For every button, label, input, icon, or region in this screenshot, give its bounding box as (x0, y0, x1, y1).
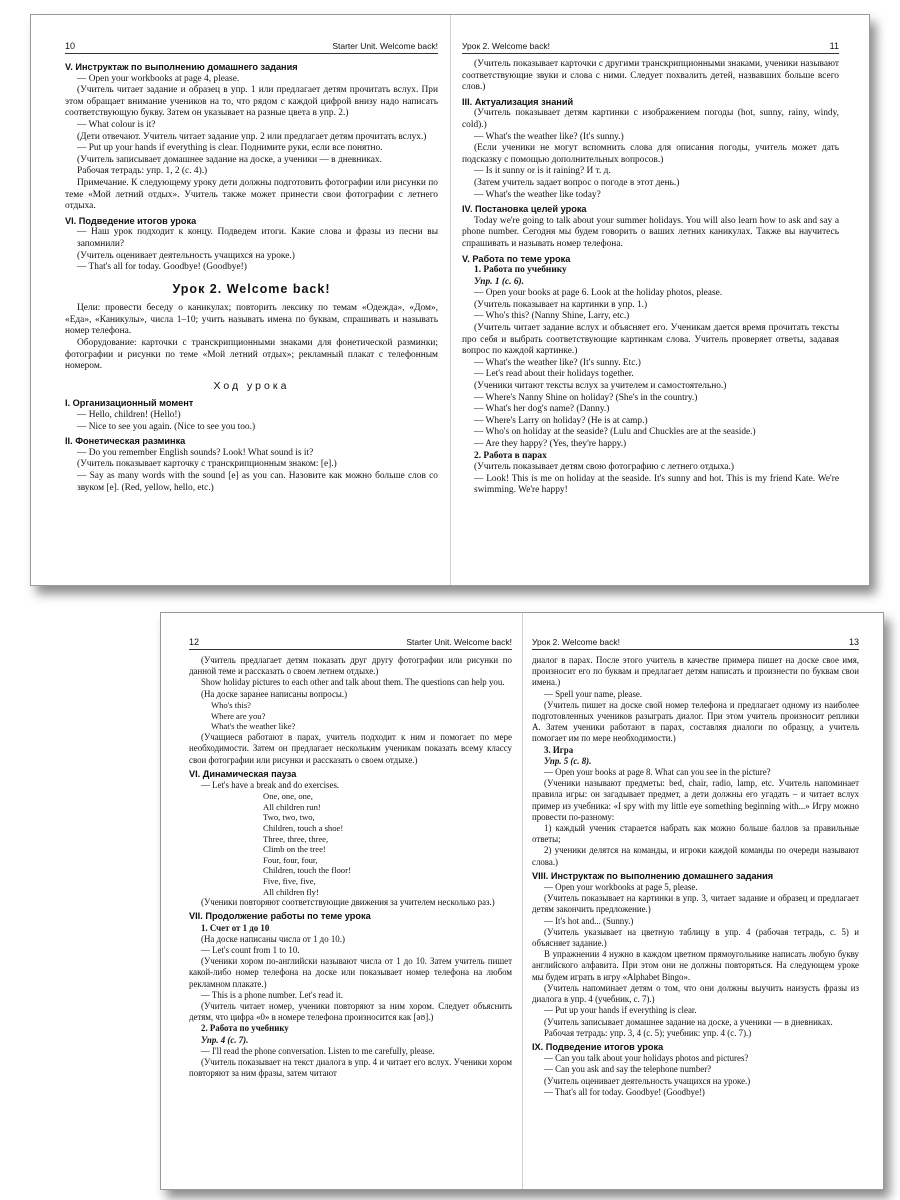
poem-line: Three, three, three, (263, 833, 329, 844)
dialogue-line: — Put up your hands if everything is clear. Поднимите руки, если все понятно. (77, 143, 383, 154)
dialogue-line: — Nice to see you again. (Nice to see you too.) (77, 421, 256, 432)
header-title: Урок 2. Welcome back! (532, 637, 620, 647)
dialogue-line: — That's all for today. Goodbye! (Goodbye!) (77, 262, 247, 273)
section-heading: III. Актуализация знаний (462, 96, 574, 107)
paragraph: (Если ученики не могут вспомнить слова для описания погоды, учитель может дать подсказку с помощью дополнительных вопросов.) (462, 143, 839, 165)
board-question: What's the weather like? (211, 721, 296, 732)
dialogue-line: — Let's read about their holidays together. (474, 369, 634, 380)
page-11 (450, 15, 869, 585)
page-body (532, 655, 859, 1183)
dialogue-line: — Who's this? (Nanny Shine, Larry, etc.) (474, 311, 630, 322)
board-question: Who's this? (211, 699, 251, 710)
dialogue-line: — Open your workbooks at page 4, please. (77, 73, 240, 84)
section-heading: I. Организационный момент (65, 398, 194, 409)
paragraph: (Учитель показывает на текст диалога в упр. 4 и читает его вслух. Ученики хором повторяют за ним фразы, затем читают (189, 1057, 512, 1079)
dialogue-line: — This is a phone number. Let's read it. (201, 989, 343, 1000)
dialogue-line: — Can you talk about your holidays photos and pictures? (544, 1053, 749, 1064)
page-body (462, 59, 839, 579)
paragraph: (Учитель напоминает детям о том, что они должны выучить наизусть фразы из диалога в упр. 4 (учебник, с. 7).) (532, 982, 859, 1005)
paragraph: (Затем учитель задает вопрос о погоде в этот день.) (474, 177, 680, 188)
subsection-heading: 1. Счет от 1 до 10 (201, 922, 270, 933)
exercise-ref: Упр. 5 (с. 8). (544, 755, 592, 766)
subsection-heading: 2. Работа по учебнику (201, 1023, 289, 1034)
dialogue-line: — Who's on holiday at the seaside? (Lulu and Chuckles are at the seaside.) (474, 427, 756, 438)
dialogue-line: — What's her dog's name? (Danny.) (474, 404, 610, 415)
poem-line: All children run! (263, 801, 321, 812)
paragraph: Оборудование: карточки с транскрипционными знаками для фонетической разминки; фотографии и рисунки по теме «Мой летний отдых»; рекламный плакат с телефонным номером. (65, 338, 438, 372)
paragraph: (Учитель читает номер, ученики повторяют за ним хором. Следует объяснить детям, что цифра «0» в номере телефона произносится как [əʊ].) (189, 1000, 512, 1023)
paragraph: (Учитель показывает карточку с транскрипционным знаком: [e].) (77, 459, 337, 470)
poem-line: Climb on the tree! (263, 844, 326, 855)
page-12 (161, 613, 522, 1189)
poem-line: All children fly! (263, 886, 319, 897)
running-header (462, 37, 839, 54)
page-13 (522, 613, 883, 1189)
paragraph: В упражнении 4 нужно в каждом цветном прямоугольнике написать любую букву английского алфавита. При этом они не должны повторяться. На следующем уроке мы будем играть в игру «Alphabet Bingo». (532, 949, 859, 982)
paragraph: (Учитель оценивает деятельность учащихся на уроке.) (77, 250, 295, 261)
page-10 (31, 15, 450, 585)
section-heading: V. Инструктаж по выполнению домашнего задания (65, 62, 298, 72)
paragraph: (Учитель пишет на доске свой номер телефона и предлагает одному из наиболее подготовленных учеников разыграть диалог. При этом учитель произносит реплики А. Затем ученики работают в парах, составляя диалоги по образцу, а учитель помогает им по мере необходимости.) (532, 699, 859, 744)
dialogue-line: — Put up your hands if everything is clear. (544, 1005, 697, 1016)
header-title: Starter Unit. Welcome back! (332, 41, 438, 51)
dialogue-line: — Where's Larry on holiday? (He is at camp.) (474, 415, 648, 426)
section-heading: IX. Подведение итогов урока (532, 1041, 664, 1052)
paragraph: (Ученики называют предметы: bed, chair, radio, lamp, etc. Учитель напоминает правила игры: он загадывает предмет, а дети должны его угадать – и читает вслух пример из учебника: «I spy with my little eye something beginning with...» Игру можно провести по-разному: (532, 778, 859, 822)
paragraph: (Учитель показывает детям свою фотографию с летнего отдыха.) (474, 462, 734, 473)
board-question: Where are you? (211, 710, 266, 721)
dialogue-line: — Open your workbooks at page 5, please. (544, 882, 698, 893)
paragraph: (Учитель показывает на картинки в упр. 1.) (474, 299, 648, 310)
subsection-heading: 3. Игра (544, 744, 574, 755)
running-header (65, 37, 438, 54)
subsection-heading: 1. Работа по учебнику (474, 265, 567, 276)
note-paragraph: Примечание. К следующему уроку дети должны подготовить фотографии или рисунки по теме «Мой летний отдых». Учитель также может принести свои фотографии с летнего отдыха. (65, 177, 438, 212)
dialogue-line: — Where's Nanny Shine on holiday? (She's in the country.) (474, 392, 698, 403)
section-heading: VI. Динамическая пауза (189, 768, 297, 779)
paragraph: (Учитель записывает домашнее задание на доске, а ученики — в дневниках. (544, 1016, 833, 1027)
page-number: 13 (848, 637, 859, 647)
section-heading: IV. Постановка целей урока (462, 204, 587, 215)
running-header (532, 633, 859, 650)
poem-line: One, one, one, (263, 791, 313, 802)
book-spread-bottom (160, 612, 884, 1190)
paragraph: Today we're going to talk about your summer holidays. You will also learn how to ask and say a phone number. Сегодня мы будем говорить о ваших летних каникулах. Также вы научитесь спрашивать и называть номер телефона. (462, 215, 839, 249)
lesson-title: Урок 2. Welcome back! (172, 281, 331, 296)
page-body (65, 59, 438, 579)
poem-line: Two, two, two, (263, 812, 315, 823)
dialogue-line: — It's hot and... (Sunny.) (544, 915, 634, 926)
dialogue-line: — Look! This is me on holiday at the seaside. It's sunny and hot. This is my friend Kate. We're swimming. We're happy! (474, 473, 839, 496)
paragraph: (На доске заранее написаны вопросы.) (201, 688, 348, 699)
paragraph: Рабочая тетрадь: упр. 1, 2 (с. 4).) (77, 166, 208, 177)
paragraph: (Дети отвечают. Учитель читает задание упр. 2 или предлагает детям прочитать вслух.) (77, 131, 427, 142)
dialogue-line: — Open your books at page 6. Look at the holiday photos, please. (474, 288, 723, 299)
paragraph: (Учитель показывает на картинки в упр. 3, читает задание и образец и предлагает детям закончить предложение.) (532, 893, 859, 915)
paragraph: (Учитель читает задание вслух и объясняет его. Ученикам дается время прочитать тексты про себя и выбрать соответствующие картинкам слова. Учитель проверяет ответы, задавая вопрос по каждой картинке.) (462, 323, 839, 357)
dialogue-line: — Do you remember English sounds? Look! What sound is it? (77, 447, 314, 458)
paragraph: Цели: провести беседу о каникулах; повторить лексику по темам «Одежда», «Дом», «Еда», «Каникулы», числа 1–10; учить называть имена по буквам, спрашивать и называть номер телефона. (65, 303, 438, 337)
header-title: Урок 2. Welcome back! (462, 41, 550, 51)
poem-line: Four, four, four, (263, 854, 318, 865)
subsection-heading: 2. Работа в парах (474, 450, 547, 461)
paragraph: (Учитель показывает карточки с другими транскрипционными знаками, ученики называют соответствующие звуки и слова с ними. Следует похвалить детей, назвавших больше всего слов.) (462, 59, 839, 93)
book-spread-top (30, 14, 870, 586)
dialogue-line: — Let's have a break and do exercises. (201, 780, 340, 791)
dialogue-line: — Is it sunny or is it raining? И т. д. (474, 166, 611, 177)
dialogue-line: — I'll read the phone conversation. Listen to me carefully, please. (201, 1045, 435, 1056)
dialogue-line: — What colour is it? (77, 119, 156, 130)
paragraph: (Учитель предлагает детям показать друг другу фотографии или рисунки по данной теме и рассказать о своем летнем отдыхе.) (189, 655, 512, 677)
paragraph: (Ученики хором по-английски называют числа от 1 до 10. Затем учитель пишет какой-либо номер телефона на доске или показывает номер телефона на любом рекламном плакате.) (189, 956, 512, 989)
dialogue-line: — Наш урок подходит к концу. Подведем итоги. Какие слова и фразы из песни вы запомнили? (77, 227, 438, 249)
paragraph: диалог в парах. После этого учитель в качестве примера пишет на доске свое имя, произносит его по буквам и предлагает детям написать и произнести по буквам свои имена.) (532, 655, 859, 688)
dialogue-line: — What's the weather like? (It's sunny.) (474, 131, 624, 142)
page-number: 12 (189, 637, 200, 647)
dialogue-line: — What's the weather like today? (474, 189, 601, 200)
dialogue-line: — Spell your name, please. (544, 688, 643, 699)
paragraph: (Ученики повторяют соответствующие движения за учителем несколько раз.) (201, 897, 495, 908)
page-number: 10 (65, 41, 76, 51)
dialogue-line: — Are they happy? (Yes, they're happy.) (474, 439, 627, 449)
paragraph: (Учитель оценивает деятельность учащихся на уроке.) (544, 1075, 751, 1086)
section-heading: II. Фонетическая разминка (65, 436, 186, 447)
lesson-plan-heading: Ход урока (213, 379, 290, 392)
dialogue-line: — Say as many words with the sound [e] as you can. Назовите как можно больше слов со звуком [e]. (Red, yellow, hello, etc.) (77, 471, 438, 493)
paragraph: (Учитель записывает домашнее задание на доске, а ученики — в дневниках. (77, 154, 382, 165)
section-heading: VIII. Инструктаж по выполнению домашнего задания (532, 870, 774, 881)
header-title: Starter Unit. Welcome back! (406, 637, 512, 647)
running-header (189, 633, 512, 650)
dialogue-line: — Hello, children! (Hello!) (77, 410, 181, 421)
section-heading: V. Работа по теме урока (462, 253, 571, 264)
paragraph: Рабочая тетрадь: упр. 3, 4 (с. 5); учебник: упр. 4 (с. 7).) (544, 1027, 752, 1038)
paragraph: 2) ученики делятся на команды, и игроки каждой команды по очереди называют слова.) (532, 845, 859, 867)
paragraph: (На доске написаны числа от 1 до 10.) (201, 933, 345, 944)
paragraph: Show holiday pictures to each other and talk about them. The questions can help you. (201, 677, 505, 688)
paragraph: (Учитель читает задание и образец в упр. 1 или предлагает детям прочитать вслух. При этом обращает внимание учеников на то, что рядом с каждой цифрой внизу надо написать соответствующую букву. Затем он указывает на разные цвета в упр. 2.) (65, 85, 438, 119)
paragraph: (Учащиеся работают в парах, учитель подходит к ним и помогает по мере необходимости. Затем он предлагает нескольким ученикам показать всему классу свои фотографии или рисунки и рассказать о своем отдыхе.) (189, 732, 512, 765)
paragraph: (Учитель показывает детям картинки с изображением погоды (hot, sunny, rainy, windy, cold).) (462, 108, 839, 130)
dialogue-line: — Let's count from 1 to 10. (201, 944, 300, 955)
dialogue-line: — Open your books at page 8. What can you see in the picture? (544, 767, 771, 778)
poem-line: Five, five, five, (263, 875, 316, 886)
dialogue-line: — Can you ask and say the telephone number? (544, 1064, 712, 1075)
exercise-ref: Упр. 1 (с. 6). (474, 276, 525, 287)
paragraph: (Ученики читают тексты вслух за учителем и самостоятельно.) (474, 381, 727, 392)
page-body (189, 655, 512, 1183)
poem-line: Children, touch a shoe! (263, 823, 344, 833)
dialogue-line: — That's all for today. Goodbye! (Goodbye!) (544, 1086, 705, 1097)
exercise-ref: Упр. 4 (с. 7). (201, 1034, 249, 1045)
page-number: 11 (829, 41, 839, 51)
section-heading: VI. Подведение итогов урока (65, 215, 197, 226)
paragraph: 1) каждый ученик старается набрать как можно больше баллов за правильные ответы; (532, 823, 859, 845)
poem-line: Children, touch the floor! (263, 865, 351, 876)
paragraph: (Учитель указывает на цветную таблицу в упр. 4 (рабочая тетрадь, с. 5) и объясняет задание.) (532, 926, 859, 949)
section-heading: VII. Продолжение работы по теме урока (189, 911, 371, 922)
dialogue-line: — What's the weather like? (It's sunny. Etc.) (474, 357, 641, 368)
